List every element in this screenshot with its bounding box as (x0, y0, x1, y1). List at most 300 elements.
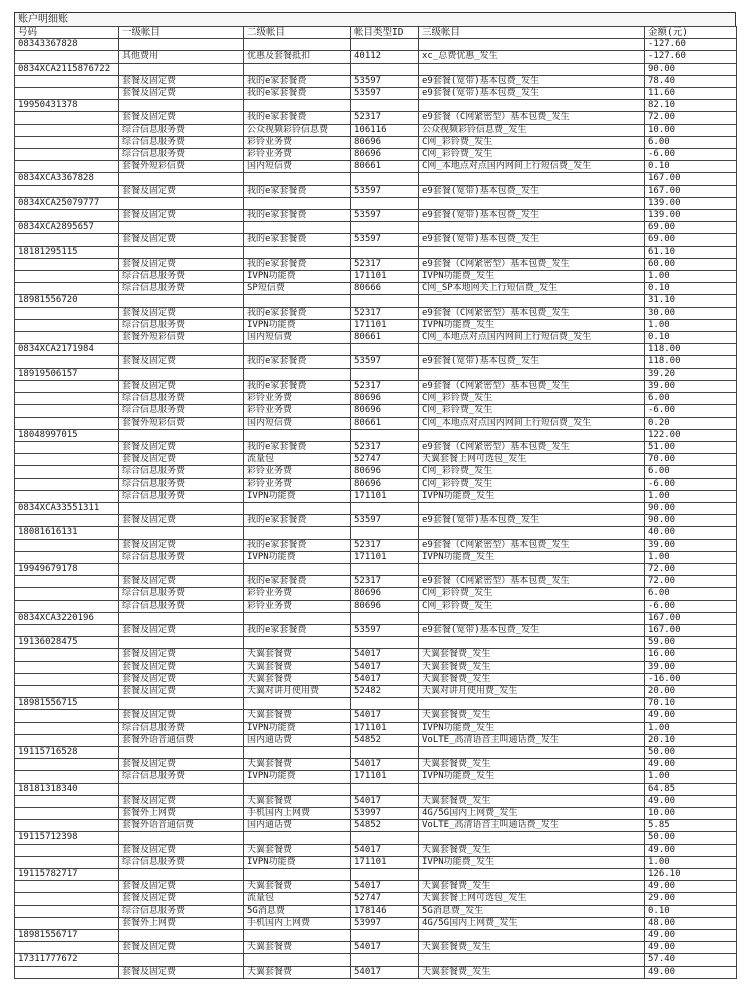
cell-type-id: 52317 (351, 441, 419, 453)
cell-number: 17311777672 (15, 954, 119, 966)
cell-level3 (419, 612, 645, 624)
cell-number (15, 454, 119, 466)
cell-level1: 套餐及固定费 (119, 75, 244, 87)
table-row (15, 478, 737, 490)
cell-level1: 综合信息服务费 (119, 551, 244, 563)
cell-number (15, 942, 119, 954)
cell-level3: C网_彩铃费_发生 (419, 149, 645, 161)
cell-level1: 套餐外短彩信费 (119, 161, 244, 173)
header-row (15, 27, 737, 39)
cell-level1: 套餐及固定费 (119, 441, 244, 453)
table-row (15, 710, 737, 722)
cell-type-id (351, 746, 419, 758)
cell-level3: e9套餐(宽带)基本包费_发生 (419, 515, 645, 527)
cell-number: 18919506157 (15, 368, 119, 380)
cell-level3: e9套餐(宽带)基本包费_发生 (419, 210, 645, 222)
cell-number: 0834XCA33551311 (15, 502, 119, 514)
cell-amount: 82.10 (645, 100, 737, 112)
cell-amount: 6.00 (645, 588, 737, 600)
table-row (15, 820, 737, 832)
cell-level3 (419, 197, 645, 209)
cell-amount: 118.00 (645, 344, 737, 356)
cell-level3 (419, 63, 645, 75)
cell-level3: 4G/5G国内上网费_发生 (419, 917, 645, 929)
cell-type-id: 53597 (351, 356, 419, 368)
table-row (15, 258, 737, 270)
cell-level2: IVPN功能费 (244, 551, 351, 563)
table-row (15, 808, 737, 820)
cell-level2 (244, 368, 351, 380)
account-summary-row (15, 39, 737, 51)
cell-level2: SP短信费 (244, 283, 351, 295)
cell-type-id: 53597 (351, 234, 419, 246)
cell-amount: 90.00 (645, 63, 737, 75)
account-summary-row (15, 869, 737, 881)
cell-level3 (419, 930, 645, 942)
cell-level1: 套餐及固定费 (119, 893, 244, 905)
cell-type-id (351, 869, 419, 881)
cell-level1 (119, 368, 244, 380)
cell-type-id: 54017 (351, 966, 419, 978)
cell-level1: 套餐及固定费 (119, 356, 244, 368)
cell-type-id: 54017 (351, 844, 419, 856)
cell-level2 (244, 502, 351, 514)
cell-level3 (419, 832, 645, 844)
cell-level1: 套餐及固定费 (119, 258, 244, 270)
cell-level2 (244, 63, 351, 75)
cell-level2: 我的e家套餐费 (244, 539, 351, 551)
cell-type-id: 52317 (351, 307, 419, 319)
cell-level1: 套餐及固定费 (119, 234, 244, 246)
cell-amount: -6.00 (645, 149, 737, 161)
cell-type-id: 52317 (351, 112, 419, 124)
table-row (15, 136, 737, 148)
cell-level3 (419, 368, 645, 380)
cell-level3: 天翼套餐费_发生 (419, 759, 645, 771)
cell-type-id: 80666 (351, 283, 419, 295)
cell-type-id: 80661 (351, 417, 419, 429)
cell-level2: 流量包 (244, 893, 351, 905)
table-row (15, 283, 737, 295)
cell-level3: e9套餐（C网紧密型）基本包费_发生 (419, 441, 645, 453)
cell-type-id: 54017 (351, 759, 419, 771)
cell-type-id (351, 368, 419, 380)
cell-number: 18981556717 (15, 930, 119, 942)
cell-type-id (351, 563, 419, 575)
cell-level3 (419, 502, 645, 514)
cell-level2: 我的e家套餐费 (244, 356, 351, 368)
cell-number (15, 466, 119, 478)
cell-amount: 49.00 (645, 930, 737, 942)
cell-number: 19949679178 (15, 563, 119, 575)
cell-amount: 72.00 (645, 112, 737, 124)
cell-amount: 78.40 (645, 75, 737, 87)
ledger-body (15, 39, 737, 979)
table-row (15, 844, 737, 856)
cell-type-id: 54017 (351, 649, 419, 661)
cell-level2: 国内通话费 (244, 820, 351, 832)
cell-type-id: 40112 (351, 51, 419, 63)
cell-level3 (419, 222, 645, 234)
cell-level1: 综合信息服务费 (119, 319, 244, 331)
cell-number: 18981556720 (15, 295, 119, 307)
cell-amount: 5.85 (645, 820, 737, 832)
cell-level1 (119, 429, 244, 441)
cell-level2: 我的e家套餐费 (244, 307, 351, 319)
cell-level3 (419, 344, 645, 356)
cell-number (15, 405, 119, 417)
cell-amount: 50.00 (645, 832, 737, 844)
cell-level3: C网_本地点对点国内网间上行短信费_发生 (419, 417, 645, 429)
cell-type-id (351, 295, 419, 307)
cell-amount: 1.00 (645, 771, 737, 783)
cell-level3 (419, 246, 645, 258)
cell-amount: 6.00 (645, 136, 737, 148)
cell-level3: C网_SP本地网关上行短信费_发生 (419, 283, 645, 295)
ledger-title: 账户明细账 (14, 12, 736, 26)
cell-level2 (244, 637, 351, 649)
account-summary-row (15, 832, 737, 844)
cell-level1: 套餐及固定费 (119, 710, 244, 722)
table-row (15, 149, 737, 161)
cell-level2: 彩铃业务费 (244, 600, 351, 612)
cell-level3 (419, 783, 645, 795)
cell-amount: 90.00 (645, 515, 737, 527)
cell-number (15, 808, 119, 820)
cell-number (15, 917, 119, 929)
table-row (15, 905, 737, 917)
cell-level1 (119, 63, 244, 75)
cell-level1: 综合信息服务费 (119, 405, 244, 417)
cell-level1: 套餐及固定费 (119, 759, 244, 771)
cell-type-id: 53597 (351, 75, 419, 87)
cell-amount: 126.10 (645, 869, 737, 881)
cell-level2: 国内短信费 (244, 161, 351, 173)
cell-level2 (244, 344, 351, 356)
cell-level3: IVPN功能费_发生 (419, 856, 645, 868)
cell-amount: 64.85 (645, 783, 737, 795)
cell-amount: 20.00 (645, 685, 737, 697)
cell-number (15, 576, 119, 588)
cell-type-id: 52317 (351, 576, 419, 588)
cell-type-id: 80696 (351, 600, 419, 612)
table-row (15, 356, 737, 368)
cell-level3: C网_彩铃费_发生 (419, 478, 645, 490)
cell-amount: 0.10 (645, 905, 737, 917)
cell-level2 (244, 832, 351, 844)
cell-level3: IVPN功能费_发生 (419, 490, 645, 502)
cell-level2 (244, 173, 351, 185)
cell-level1 (119, 100, 244, 112)
cell-amount: 31.10 (645, 295, 737, 307)
cell-level1 (119, 246, 244, 258)
cell-level2: 国内短信费 (244, 417, 351, 429)
cell-level3: C网_彩铃费_发生 (419, 588, 645, 600)
account-summary-row (15, 222, 737, 234)
cell-type-id: 80696 (351, 466, 419, 478)
cell-number (15, 966, 119, 978)
cell-number (15, 393, 119, 405)
cell-number: 0834XCA2895657 (15, 222, 119, 234)
cell-level2: 国内通话费 (244, 734, 351, 746)
table-row (15, 881, 737, 893)
cell-number (15, 417, 119, 429)
cell-level1: 综合信息服务费 (119, 478, 244, 490)
cell-level1: 套餐外短彩信费 (119, 417, 244, 429)
cell-level2 (244, 930, 351, 942)
cell-amount: 30.00 (645, 307, 737, 319)
cell-level1: 综合信息服务费 (119, 905, 244, 917)
cell-number (15, 88, 119, 100)
cell-number (15, 893, 119, 905)
ledger-table (14, 26, 737, 979)
cell-type-id: 171101 (351, 551, 419, 563)
table-row (15, 441, 737, 453)
cell-level3: 天翼套餐上网可选包_发生 (419, 454, 645, 466)
cell-level3: e9套餐(宽带)基本包费_发生 (419, 356, 645, 368)
cell-type-id (351, 246, 419, 258)
cell-level2: IVPN功能费 (244, 856, 351, 868)
cell-amount: 70.00 (645, 454, 737, 466)
cell-amount: 1.00 (645, 722, 737, 734)
cell-level3: IVPN功能费_发生 (419, 271, 645, 283)
account-summary-row (15, 344, 737, 356)
cell-type-id: 52317 (351, 539, 419, 551)
account-summary-row (15, 954, 737, 966)
table-row (15, 466, 737, 478)
cell-amount: 49.00 (645, 844, 737, 856)
cell-level2: IVPN功能费 (244, 722, 351, 734)
account-summary-row (15, 783, 737, 795)
cell-level1 (119, 612, 244, 624)
account-summary-row (15, 368, 737, 380)
cell-level2: 我的e家套餐费 (244, 258, 351, 270)
cell-type-id: 52317 (351, 258, 419, 270)
cell-level2: 手机国内上网费 (244, 808, 351, 820)
cell-level3: VoLTE_高清语音主叫通话费_发生 (419, 820, 645, 832)
cell-number (15, 307, 119, 319)
cell-level3: xc_总费优惠_发生 (419, 51, 645, 63)
cell-amount: 69.00 (645, 234, 737, 246)
cell-amount: 0.20 (645, 417, 737, 429)
cell-level3: e9套餐（C网紧密型）基本包费_发生 (419, 307, 645, 319)
cell-level1: 综合信息服务费 (119, 722, 244, 734)
cell-amount: 139.00 (645, 197, 737, 209)
cell-type-id (351, 173, 419, 185)
cell-type-id: 106116 (351, 124, 419, 136)
cell-level2: 我的e家套餐费 (244, 185, 351, 197)
table-row (15, 332, 737, 344)
cell-level1: 套餐及固定费 (119, 210, 244, 222)
table-row (15, 661, 737, 673)
table-row (15, 649, 737, 661)
cell-number (15, 136, 119, 148)
cell-type-id: 54017 (351, 673, 419, 685)
cell-level2 (244, 954, 351, 966)
cell-type-id: 53997 (351, 917, 419, 929)
cell-level3: 天翼套餐费_发生 (419, 661, 645, 673)
cell-number (15, 661, 119, 673)
cell-amount: 6.00 (645, 393, 737, 405)
cell-level1: 套餐及固定费 (119, 685, 244, 697)
cell-level3: C网_彩铃费_发生 (419, 405, 645, 417)
cell-level3: 天翼套餐上网可选包_发生 (419, 893, 645, 905)
cell-number (15, 771, 119, 783)
cell-level2 (244, 783, 351, 795)
cell-number (15, 649, 119, 661)
cell-level2 (244, 429, 351, 441)
cell-level1 (119, 502, 244, 514)
table-row (15, 600, 737, 612)
table-row (15, 893, 737, 905)
cell-level2: 手机国内上网费 (244, 917, 351, 929)
cell-number (15, 271, 119, 283)
cell-level3: 天翼套餐费_发生 (419, 795, 645, 807)
cell-number: 0834XCA3220196 (15, 612, 119, 624)
cell-level3 (419, 429, 645, 441)
cell-amount: 20.10 (645, 734, 737, 746)
cell-level1: 套餐及固定费 (119, 844, 244, 856)
table-row (15, 576, 737, 588)
cell-number (15, 441, 119, 453)
cell-number (15, 734, 119, 746)
cell-level1: 套餐外语音通信费 (119, 820, 244, 832)
table-row (15, 856, 737, 868)
table-row (15, 307, 737, 319)
cell-number: 18181295115 (15, 246, 119, 258)
cell-amount: 40.00 (645, 527, 737, 539)
cell-amount: 49.00 (645, 710, 737, 722)
cell-number (15, 185, 119, 197)
col-header-level2: 二级帐目 (244, 27, 351, 39)
cell-level2: 天翼套餐费 (244, 710, 351, 722)
cell-number (15, 51, 119, 63)
cell-level1: 综合信息服务费 (119, 271, 244, 283)
cell-amount: 1.00 (645, 856, 737, 868)
cell-type-id: 54017 (351, 881, 419, 893)
cell-type-id: 54017 (351, 795, 419, 807)
cell-level1: 套餐及固定费 (119, 112, 244, 124)
cell-level1: 套餐及固定费 (119, 454, 244, 466)
cell-level2: 彩铃业务费 (244, 136, 351, 148)
cell-level3: e9套餐（C网紧密型）基本包费_发生 (419, 112, 645, 124)
cell-level1: 套餐及固定费 (119, 307, 244, 319)
cell-level1: 套餐及固定费 (119, 795, 244, 807)
cell-level1 (119, 197, 244, 209)
col-header-amount: 金额(元) (645, 27, 737, 39)
cell-level1: 综合信息服务费 (119, 124, 244, 136)
cell-amount: 0.10 (645, 161, 737, 173)
cell-amount: -16.00 (645, 673, 737, 685)
cell-number (15, 759, 119, 771)
cell-level2: 天翼套餐费 (244, 673, 351, 685)
table-row (15, 673, 737, 685)
cell-level3: 天翼套餐费_发生 (419, 881, 645, 893)
cell-level2 (244, 612, 351, 624)
col-header-number: 号码 (15, 27, 119, 39)
cell-level1 (119, 222, 244, 234)
account-summary-row (15, 527, 737, 539)
cell-level1 (119, 698, 244, 710)
cell-level2 (244, 197, 351, 209)
cell-type-id: 171101 (351, 771, 419, 783)
cell-level3 (419, 39, 645, 51)
cell-level3: VoLTE_高清语音主叫通话费_发生 (419, 734, 645, 746)
cell-level2: IVPN功能费 (244, 490, 351, 502)
table-row (15, 624, 737, 636)
cell-type-id (351, 429, 419, 441)
cell-number (15, 710, 119, 722)
cell-level2: 天翼套餐费 (244, 881, 351, 893)
cell-type-id: 80696 (351, 478, 419, 490)
cell-number (15, 149, 119, 161)
cell-type-id: 80696 (351, 136, 419, 148)
table-row (15, 405, 737, 417)
cell-level3: e9套餐（C网紧密型）基本包费_发生 (419, 380, 645, 392)
cell-type-id: 52482 (351, 685, 419, 697)
cell-number (15, 673, 119, 685)
cell-level2 (244, 39, 351, 51)
cell-level1: 套餐外语音通信费 (119, 734, 244, 746)
cell-level1: 综合信息服务费 (119, 466, 244, 478)
cell-level1: 套餐及固定费 (119, 649, 244, 661)
cell-level2: 天翼套餐费 (244, 795, 351, 807)
cell-amount: 57.40 (645, 954, 737, 966)
cell-amount: -127.60 (645, 51, 737, 63)
table-row (15, 515, 737, 527)
table-row (15, 51, 737, 63)
cell-type-id (351, 63, 419, 75)
cell-amount: 51.00 (645, 441, 737, 453)
cell-level2: 彩铃业务费 (244, 149, 351, 161)
cell-number (15, 234, 119, 246)
cell-level3 (419, 295, 645, 307)
cell-number (15, 283, 119, 295)
table-row (15, 319, 737, 331)
table-row (15, 112, 737, 124)
cell-type-id: 171101 (351, 722, 419, 734)
cell-type-id: 171101 (351, 319, 419, 331)
cell-level1 (119, 527, 244, 539)
cell-number (15, 539, 119, 551)
table-row (15, 734, 737, 746)
cell-level2: 我的e家套餐费 (244, 624, 351, 636)
cell-level2: 天翼套餐费 (244, 966, 351, 978)
table-row (15, 454, 737, 466)
table-row (15, 124, 737, 136)
cell-level1 (119, 954, 244, 966)
cell-level3 (419, 869, 645, 881)
table-row (15, 88, 737, 100)
cell-level2: 天翼套餐费 (244, 942, 351, 954)
cell-level3: C网_彩铃费_发生 (419, 466, 645, 478)
cell-level1: 套餐外上网费 (119, 917, 244, 929)
cell-amount: 6.00 (645, 466, 737, 478)
account-summary-row (15, 100, 737, 112)
cell-amount: 10.00 (645, 124, 737, 136)
cell-level2: 5G消息费 (244, 905, 351, 917)
cell-level3: C网_本地点对点国内网间上行短信费_发生 (419, 161, 645, 173)
cell-number (15, 515, 119, 527)
cell-level2: 我的e家套餐费 (244, 441, 351, 453)
cell-level2: 我的e家套餐费 (244, 576, 351, 588)
cell-level3: 天翼对讲月使用费_发生 (419, 685, 645, 697)
cell-amount: 1.00 (645, 319, 737, 331)
cell-level3: e9套餐(宽带)基本包费_发生 (419, 185, 645, 197)
account-summary-row (15, 930, 737, 942)
cell-level3 (419, 954, 645, 966)
table-row (15, 234, 737, 246)
